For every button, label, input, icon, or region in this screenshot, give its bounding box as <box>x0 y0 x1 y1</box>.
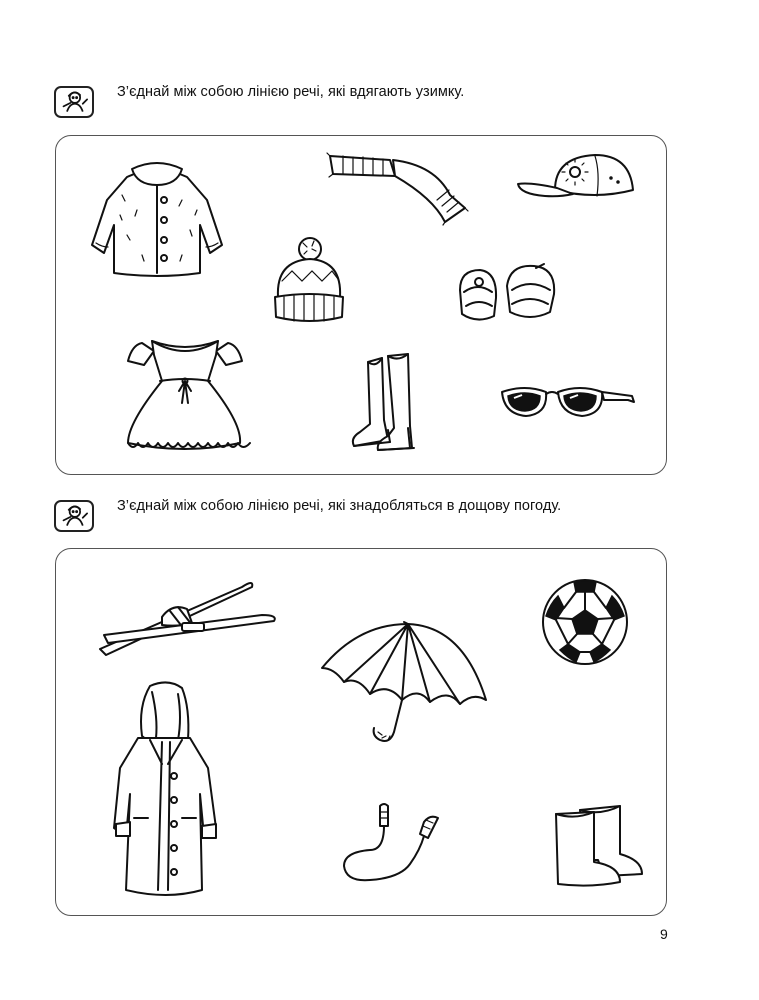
fur-coat-illustration[interactable] <box>82 155 232 280</box>
page-number: 9 <box>660 926 668 942</box>
jump-rope-illustration[interactable] <box>340 800 450 885</box>
sunglasses-illustration[interactable] <box>500 378 638 426</box>
raincoat-illustration[interactable] <box>112 678 220 898</box>
task-2-child-drawing-icon <box>54 500 94 532</box>
knit-hat-illustration[interactable] <box>270 235 348 327</box>
task-1-instruction: З’єднай між собою лінією речі, які вдягають узимку. <box>117 84 465 100</box>
soccer-ball-illustration[interactable] <box>540 578 630 666</box>
task-1-child-drawing-icon <box>54 86 94 118</box>
umbrella-illustration[interactable] <box>318 620 490 748</box>
rubber-boots-illustration[interactable] <box>550 804 646 888</box>
task-2-instruction: З’єднай між собою лінією речі, які знадобляться в дощову погоду. <box>117 498 562 514</box>
sandals-illustration[interactable] <box>452 262 562 324</box>
skis-illustration[interactable] <box>92 575 282 657</box>
scarf-illustration[interactable] <box>325 150 475 225</box>
cap-illustration[interactable] <box>515 152 640 210</box>
dress-illustration[interactable] <box>120 333 250 458</box>
winter-boots-illustration[interactable] <box>348 350 423 455</box>
